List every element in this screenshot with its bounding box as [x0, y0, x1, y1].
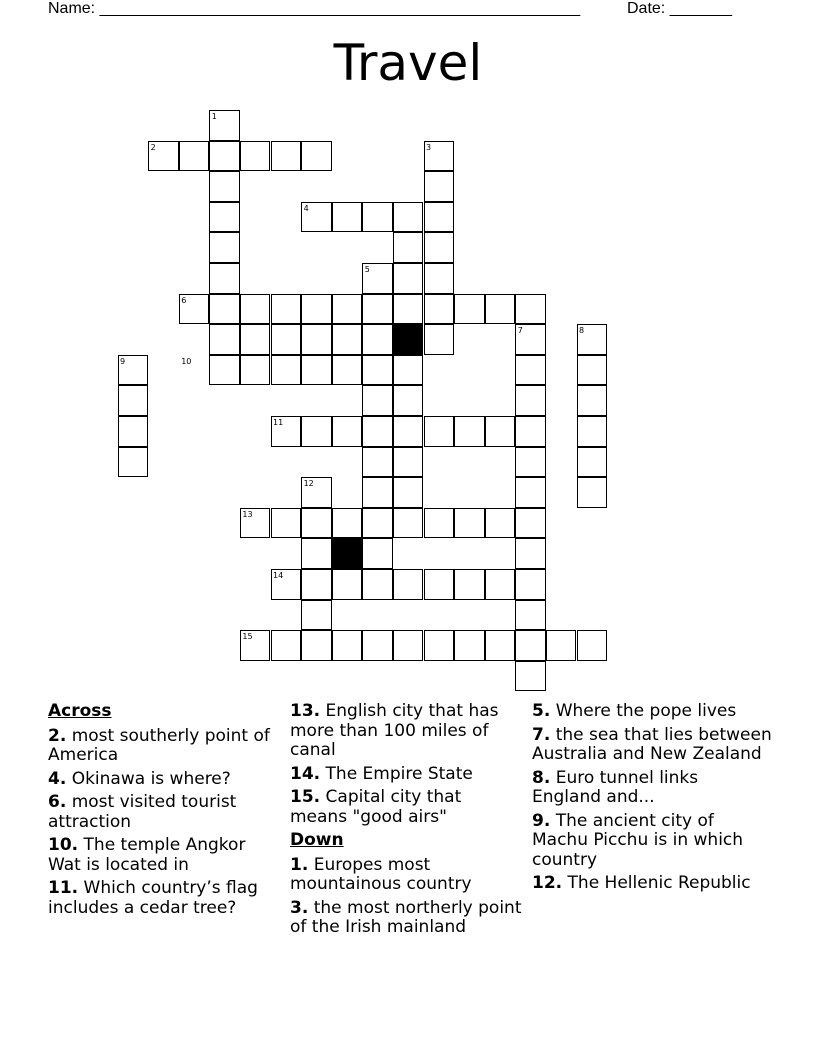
- clue-number-label: 9.: [532, 810, 551, 831]
- grid-cell[interactable]: [515, 416, 546, 447]
- grid-block: [393, 324, 424, 355]
- grid-cell[interactable]: [332, 508, 363, 539]
- grid-cell[interactable]: [515, 355, 546, 386]
- down-clue: [532, 702, 772, 722]
- grid-cell[interactable]: [454, 508, 485, 539]
- grid-cell[interactable]: [485, 630, 516, 661]
- grid-cell[interactable]: [424, 416, 455, 447]
- clue-text: most visited tourist attraction: [48, 792, 237, 832]
- name-field[interactable]: ______________________________________________________: [99, 0, 581, 17]
- grid-cell[interactable]: [301, 508, 332, 539]
- clues-column-1: [48, 702, 280, 922]
- clue-number: 13: [242, 509, 253, 519]
- across-clue: [290, 788, 522, 827]
- grid-cell[interactable]: [271, 569, 302, 600]
- down-clue: [290, 899, 522, 938]
- grid-cell[interactable]: [362, 630, 393, 661]
- clue-number-label: 14.: [290, 763, 321, 784]
- grid-cell[interactable]: [577, 477, 608, 508]
- grid-cell[interactable]: [240, 141, 271, 172]
- grid-cell[interactable]: [271, 294, 302, 325]
- grid-cell[interactable]: [577, 324, 608, 355]
- grid-cell[interactable]: [515, 385, 546, 416]
- clue-text: The temple Angkor Wat is located in: [48, 835, 246, 875]
- clue-text: the most northerly point of the Irish mainland: [290, 897, 522, 937]
- clue-number-label: 6.: [48, 792, 67, 812]
- grid-cell[interactable]: [271, 355, 302, 386]
- grid-cell[interactable]: [362, 324, 393, 355]
- grid-cell[interactable]: [301, 202, 332, 233]
- grid-cell[interactable]: [362, 447, 393, 478]
- grid-cell[interactable]: [515, 600, 546, 631]
- clue-number: 2: [150, 142, 156, 152]
- clue-text: the sea that lies between Australia and New Zealand: [532, 724, 772, 764]
- grid-cell[interactable]: [577, 355, 608, 386]
- clues-column-3: [532, 702, 772, 898]
- down-clue: [290, 856, 522, 895]
- date-field[interactable]: _______: [669, 0, 732, 17]
- grid-cell[interactable]: [515, 324, 546, 355]
- clue-number: 14: [273, 571, 284, 580]
- clue-number: 8: [579, 326, 585, 336]
- grid-cell[interactable]: [240, 355, 271, 386]
- grid-cell[interactable]: [209, 324, 240, 355]
- down-clue: [532, 726, 772, 765]
- clue-text: English city that has more than 100 miles of canal: [290, 701, 499, 760]
- grid-cell[interactable]: [240, 294, 271, 325]
- clue-number-label: 4.: [48, 768, 67, 789]
- grid-cell[interactable]: [118, 447, 149, 478]
- clue-number: 6: [181, 295, 187, 305]
- across-clue: [48, 770, 280, 790]
- grid-cell[interactable]: [515, 630, 546, 661]
- grid-cell[interactable]: [332, 630, 363, 661]
- clue-number: 15: [242, 632, 253, 642]
- grid-cell[interactable]: [301, 630, 332, 661]
- grid-cell[interactable]: [362, 385, 393, 416]
- clue-number-label: 12.: [532, 873, 563, 893]
- clue-number: 7: [517, 326, 523, 336]
- clue-number: 10: [181, 356, 192, 366]
- grid-cell[interactable]: [209, 232, 240, 263]
- clue-number-label: 11.: [48, 878, 79, 898]
- grid-cell[interactable]: [271, 630, 302, 661]
- clue-number-label: 8.: [532, 767, 551, 788]
- across-clue: [48, 727, 280, 766]
- clue-number: 12: [303, 479, 314, 489]
- down-heading: Down: [290, 830, 344, 850]
- clue-text: Europes most mountainous country: [290, 854, 472, 894]
- clue-text: Which country’s flag includes a cedar tree?: [48, 878, 258, 918]
- grid-cell[interactable]: [209, 110, 240, 141]
- grid-cell[interactable]: [332, 202, 363, 233]
- grid-cell[interactable]: [515, 294, 546, 325]
- clue-number-label: 13.: [290, 701, 321, 721]
- grid-cell[interactable]: [209, 355, 240, 386]
- clue-number: 1: [211, 112, 217, 121]
- grid-cell[interactable]: [515, 447, 546, 478]
- page-title: Travel: [333, 34, 483, 92]
- grid-cell[interactable]: [393, 477, 424, 508]
- clue-text: The Hellenic Republic: [562, 873, 751, 893]
- clue-number: 4: [303, 203, 309, 213]
- grid-cell[interactable]: [424, 232, 455, 263]
- across-clue: [48, 879, 280, 918]
- date-label: Date: _______: [627, 0, 732, 17]
- grid-cell[interactable]: [393, 569, 424, 600]
- grid-cell[interactable]: [393, 508, 424, 539]
- grid-cell[interactable]: [515, 661, 546, 692]
- grid-cell[interactable]: [424, 263, 455, 294]
- grid-cell[interactable]: [485, 508, 516, 539]
- clue-number-label: 7.: [532, 724, 551, 745]
- across-clue: [48, 836, 280, 875]
- grid-cell[interactable]: [577, 630, 608, 661]
- grid-cell[interactable]: [485, 416, 516, 447]
- grid-cell[interactable]: [515, 508, 546, 539]
- clue-text: Where the pope lives: [550, 701, 737, 721]
- grid-cell[interactable]: [362, 263, 393, 294]
- grid-cell[interactable]: [362, 202, 393, 233]
- clue-text: The ancient city of Machu Picchu is in which country: [532, 810, 744, 870]
- grid-block: [332, 538, 363, 569]
- grid-cell[interactable]: [362, 569, 393, 600]
- grid-cell[interactable]: [209, 263, 240, 294]
- clue-number-label: 3.: [290, 897, 309, 918]
- grid-cell[interactable]: [332, 569, 363, 600]
- grid-cell[interactable]: [454, 416, 485, 447]
- grid-cell[interactable]: [393, 447, 424, 478]
- grid-cell[interactable]: [301, 355, 332, 386]
- down-clue: [532, 874, 772, 894]
- grid-cell[interactable]: [332, 416, 363, 447]
- grid-cell[interactable]: [118, 416, 149, 447]
- grid-cell[interactable]: [393, 202, 424, 233]
- grid-cell[interactable]: [454, 569, 485, 600]
- grid-cell[interactable]: [301, 141, 332, 172]
- grid-cell[interactable]: [577, 385, 608, 416]
- grid-cell[interactable]: [209, 171, 240, 202]
- grid-cell[interactable]: [332, 294, 363, 325]
- clue-number-label: 2.: [48, 725, 67, 746]
- grid-cell[interactable]: [577, 416, 608, 447]
- grid-cell[interactable]: [209, 202, 240, 233]
- clue-text: Capital city that means "good airs": [290, 787, 462, 827]
- grid-cell[interactable]: [301, 294, 332, 325]
- grid-cell[interactable]: [454, 630, 485, 661]
- grid-cell[interactable]: [393, 294, 424, 325]
- grid-cell[interactable]: [240, 630, 271, 661]
- grid-cell[interactable]: [424, 569, 455, 600]
- grid-cell[interactable]: [362, 538, 393, 569]
- name-label: Name: ______________________________________________________: [48, 0, 581, 17]
- clue-number: 9: [120, 356, 126, 366]
- clue-number: 5: [364, 265, 370, 274]
- clues-column-2: [290, 702, 522, 942]
- grid-cell[interactable]: [424, 630, 455, 661]
- grid-cell[interactable]: [301, 600, 332, 631]
- grid-cell[interactable]: [424, 508, 455, 539]
- clue-number-label: 1.: [290, 854, 309, 875]
- grid-cell[interactable]: [515, 538, 546, 569]
- grid-cell[interactable]: [424, 324, 455, 355]
- clue-number: 3: [426, 142, 432, 152]
- grid-cell[interactable]: [577, 447, 608, 478]
- clue-number: 11: [273, 418, 284, 427]
- grid-cell[interactable]: [301, 324, 332, 355]
- clue-number-label: 15.: [290, 787, 321, 807]
- grid-cell[interactable]: [209, 294, 240, 325]
- grid-cell[interactable]: [209, 141, 240, 172]
- grid-cell[interactable]: [362, 355, 393, 386]
- grid-cell[interactable]: [485, 294, 516, 325]
- grid-cell[interactable]: [271, 416, 302, 447]
- clue-number-label: 10.: [48, 835, 79, 855]
- grid-cell[interactable]: [393, 355, 424, 386]
- clue-number-label: 5.: [532, 701, 551, 721]
- grid-cell[interactable]: [301, 569, 332, 600]
- down-clue: [532, 812, 772, 871]
- across-clue: [290, 702, 522, 761]
- grid-cell[interactable]: [332, 324, 363, 355]
- grid-cell[interactable]: [179, 141, 210, 172]
- grid-cell[interactable]: [271, 508, 302, 539]
- grid-cell[interactable]: [515, 569, 546, 600]
- across-clue: [48, 793, 280, 832]
- grid-cell[interactable]: [148, 141, 179, 172]
- grid-cell[interactable]: [301, 477, 332, 508]
- grid-cell[interactable]: [362, 294, 393, 325]
- grid-cell[interactable]: [393, 263, 424, 294]
- grid-cell[interactable]: [362, 508, 393, 539]
- grid-cell[interactable]: [118, 385, 149, 416]
- grid-cell[interactable]: [118, 355, 149, 386]
- grid-cell[interactable]: [393, 385, 424, 416]
- down-clue: [532, 769, 772, 808]
- grid-cell[interactable]: [424, 202, 455, 233]
- clue-text: The Empire State: [320, 763, 473, 784]
- grid-cell[interactable]: [240, 508, 271, 539]
- grid-cell[interactable]: [424, 294, 455, 325]
- grid-cell[interactable]: [362, 416, 393, 447]
- grid-cell[interactable]: [301, 416, 332, 447]
- grid-cell[interactable]: [515, 477, 546, 508]
- clue-text: Euro tunnel links England and...: [532, 767, 699, 807]
- clue-text: most southerly point of America: [48, 725, 270, 765]
- grid-cell[interactable]: [454, 294, 485, 325]
- across-clue: [290, 765, 522, 785]
- grid-cell[interactable]: [393, 232, 424, 263]
- grid-cell[interactable]: [271, 324, 302, 355]
- grid-cell[interactable]: [485, 569, 516, 600]
- clue-text: Okinawa is where?: [66, 768, 231, 789]
- grid-cell[interactable]: [240, 324, 271, 355]
- grid-cell[interactable]: [546, 630, 577, 661]
- grid-cell[interactable]: [393, 630, 424, 661]
- across-heading: Across: [48, 701, 112, 721]
- grid-cell[interactable]: [332, 355, 363, 386]
- grid-cell[interactable]: [362, 477, 393, 508]
- grid-cell[interactable]: [424, 141, 455, 172]
- grid-cell[interactable]: [301, 538, 332, 569]
- grid-cell[interactable]: [179, 294, 210, 325]
- grid-cell[interactable]: [271, 141, 302, 172]
- grid-cell[interactable]: [424, 171, 455, 202]
- grid-cell[interactable]: [393, 416, 424, 447]
